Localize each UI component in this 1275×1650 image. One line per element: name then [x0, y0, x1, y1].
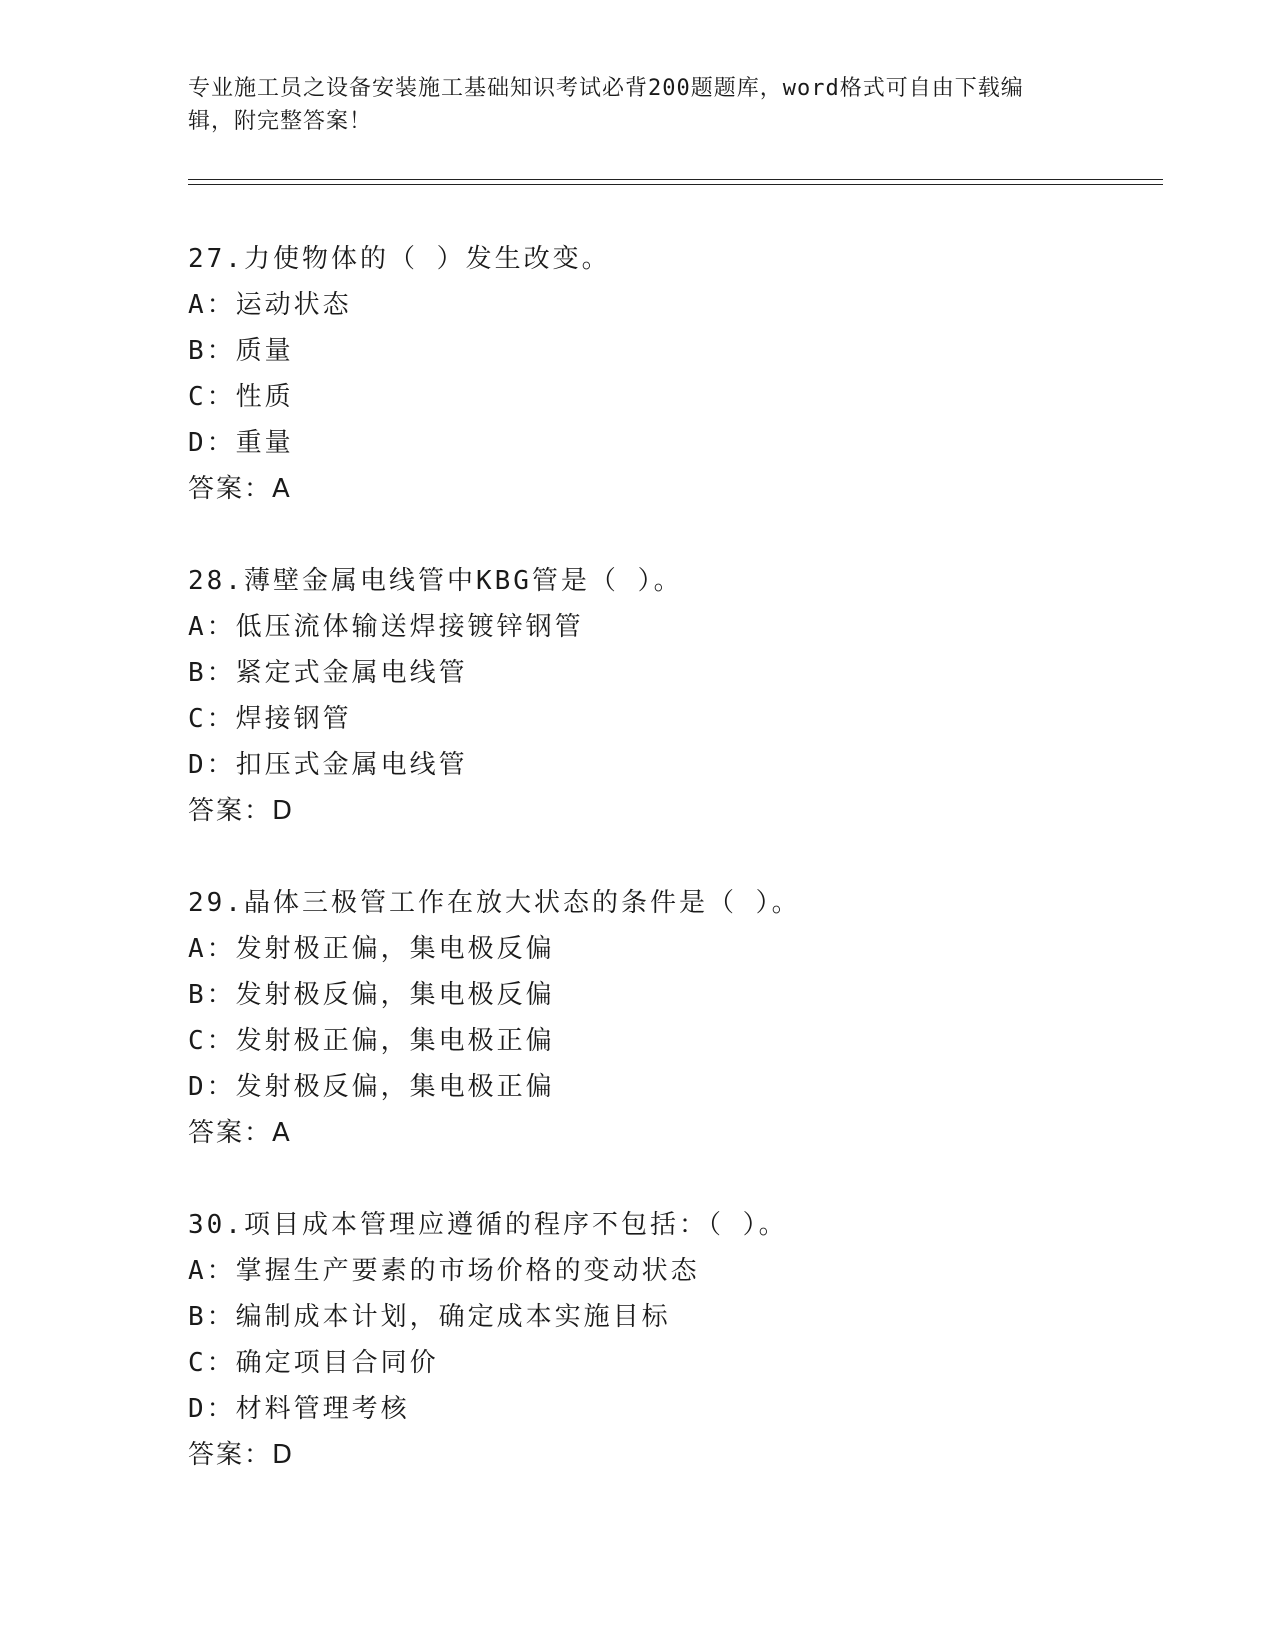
header-divider-top — [188, 179, 1163, 180]
question-27 — [188, 236, 1088, 512]
answer-label: 答案：D — [188, 796, 295, 826]
option-b: B：发射极反偏，集电极反偏 — [188, 980, 555, 1010]
option-b: B：紧定式金属电线管 — [188, 658, 468, 688]
option-b: B：质量 — [188, 336, 294, 366]
question-stem: 30.项目成本管理应遵循的程序不包括：（ ）。 — [188, 1210, 788, 1240]
option-d: D：重量 — [188, 428, 294, 458]
option-d: D：材料管理考核 — [188, 1394, 410, 1424]
question-stem: 28.薄壁金属电线管中KBG管是（ ）。 — [188, 566, 683, 596]
option-a: A：低压流体输送焊接镀锌钢管 — [188, 612, 584, 642]
answer-label: 答案：A — [188, 474, 292, 504]
option-a: A：发射极正偏，集电极反偏 — [188, 934, 555, 964]
option-c: C：焊接钢管 — [188, 704, 352, 734]
document-header: 专业施工员之设备安装施工基础知识考试必背200题题库，word格式可自由下载编辑，附完整答案！ — [188, 76, 1024, 134]
option-b: B：编制成本计划，确定成本实施目标 — [188, 1302, 671, 1332]
question-28 — [188, 558, 1088, 834]
question-30 — [188, 1202, 1088, 1478]
option-c: C：性质 — [188, 382, 294, 412]
question-29 — [188, 880, 1088, 1156]
question-stem: 27.力使物体的（ ）发生改变。 — [188, 244, 611, 274]
option-c: C：确定项目合同价 — [188, 1348, 439, 1378]
option-a: A：掌握生产要素的市场价格的变动状态 — [188, 1256, 700, 1286]
option-d: D：发射极反偏，集电极正偏 — [188, 1072, 555, 1102]
answer-label: 答案：D — [188, 1440, 295, 1470]
option-a: A：运动状态 — [188, 290, 352, 320]
option-d: D：扣压式金属电线管 — [188, 750, 468, 780]
header-divider-bottom — [188, 184, 1163, 185]
option-c: C：发射极正偏，集电极正偏 — [188, 1026, 555, 1056]
question-stem: 29.晶体三极管工作在放大状态的条件是（ ）。 — [188, 888, 801, 918]
answer-label: 答案：A — [188, 1118, 292, 1148]
